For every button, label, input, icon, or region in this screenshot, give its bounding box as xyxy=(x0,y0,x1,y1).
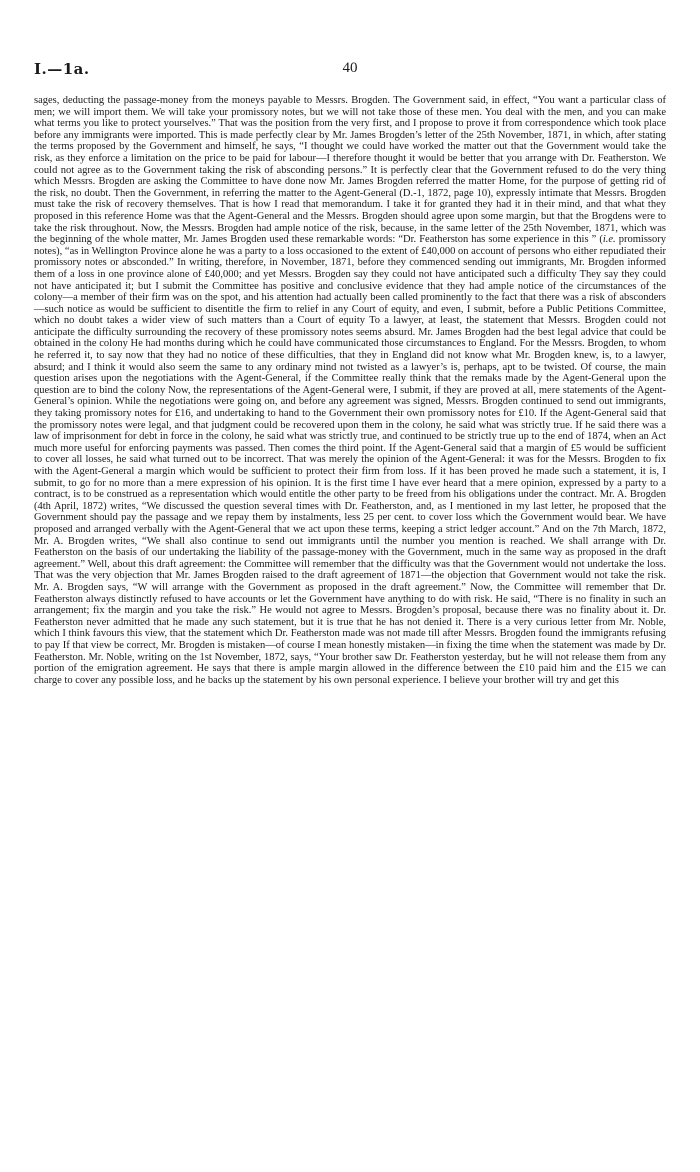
body-text-part-1: sages, deducting the passage-money from the moneys payable to Messrs. Brogden. The Government said, in effect, “You want a particular class of men; we will import them. We will take your promissory notes, but we will not take those of these men. You deal with the men, and you can make what terms you like to protect yourselves.” That was the position from the very first, and I propose to prove it from correspondence which took place before any immigrants were imported. This is made perfectly clear by Mr. James Brogden’s letter of the 25th November, 1871, in which, after stating the terms proposed by the Government and himself, he says, “I thought we could have worked the matter out that the Government would take the risk, as they enforce a limitation on the price to be paid for labour—I therefore thought it would be better that you arrange with Dr. Featherston. We could not agree as to the Government taking the risk of absconding persons.” It is perfectly clear that the Government refused to do the very thing which Messrs. Brogden are asking the Committee to have done now Mr. James Brogden referred the matter Home, for the purpose of getting rid of the risk, no doubt. Then the Government, in referring the matter to the Agent-General (D.-1, 1872, page 10), expressly intimate that Messrs. Brogden must take the risk of recovery themselves. That is how I read that memorandum. I take it for granted they had it in their mind, and that what they proposed in this reference Home was that the Agent-General and the Messrs. Brogden should agree upon some margin, but that the Brogdens were to take the risk throughout. Now, the Messrs. Brogden had ample notice of the risk, because, in the same letter of the 25th November, 1871, which was the beginning of the whole matter, Mr. James Brogden used these remarkable words: “Dr. Featherston has some experience in this ” ( xyxy=(34,95,666,246)
page-header xyxy=(34,60,666,82)
document-reference: I.—1a. xyxy=(34,60,90,78)
body-paragraph xyxy=(34,95,666,686)
page-number: 40 xyxy=(342,60,358,76)
italic-abbreviation: i.e. xyxy=(602,234,616,246)
body-text xyxy=(34,95,666,686)
body-text-part-2: promissory notes), “as in Wellington Province alone he was a party to a loss occasioned to the extent of £40,000 on account of persons who either repudiated their promissory notes or absconded.” In writing, therefore, in November, 1871, before they commenced sending out immigrants, Mr. Brogden informed them of a loss in one province alone of £40,000; and yet Messrs. Brogden say they could not have anticipated such a difficulty They say they could not have anticipated it; but I submit the Committee has positive and conclusive evidence that they had ample notice of the circumstances of the colony—a member of their firm was on the spot, and his attention had actually been called prominently to the fact that there was a risk of absconders—such notice as would be sufficient to disentitle the firm to relief in any Court of equity, and even, I submit, before a Public Petitions Committee, which no doubt takes a wider view of such matters than a Court of equity To a lawyer, at least, the statement that Messrs. Brogden could not anticipate the difficulty surrounding the recovery of these promissory notes seems absurd. Mr. James Brogden had the best legal advice that could be obtained in the colony He had months during which he could have communicated those circumstances to England. For the Messrs. Brogden, to whom he referred it, to say now that they had no notice of these difficulties, that they in England did not know what Mr. Brogden knew, is, to a lawyer, absurd; and I think it would also seem the same to any ordinary mind not twisted as a lawyer’s is, perhaps, apt to be twisted. Of course, the main question arises upon the negotiations with the Agent-General, if the Committee really think that the remaks made by the Agent-General upon the question are to bind the colony Now, the representations of the Agent-General were, I submit, if they are proved at all, mere statements of the Agent-General’s opinion. While the negotiations were going on, and before any agreement was signed, Messrs. Brogden continued to send out immigrants, they taking promissory notes for £16, and undertaking to hand to the Government their own promissory notes for £10. If the Agent-General said that the promissory notes were legal, and that judgment could be recovered upon them in the colony, he said what was strictly true. If he said there was a law of imprisonment for debt in force in the colony, he said what was strictly true, and continued to be strictly true up to the end of 1874, when an Act much more useful for enforcing payments was passed. Then comes the third point. If the Agent-General said that a margin of £5 would be sufficient to cover all losses, he said what turned out to be incorrect. That was merely the opinion of the Agent-General: it was for the Messrs. Brogden to fix with the Agent-General a margin which would be sufficient to protect their firm from loss. If it has been proved he made such a statement, it is, I submit, to go for no more than a mere expression of his opinion. It is the first time I have ever heard that a mere opinion, expressed by a party to a contract, is to be construed as a representation which would entitle the other party to be freed from his obligations under the contract. Mr. A. Brogden (4th April, 1872) writes, “We discussed the question several times with Dr. Featherston, and, as I mentioned in my last letter, he proposed that the Government should pay the passage and we repay them by instalments, less 25 per cent. to cover loss which the Government would bear. We have proposed and arranged verbally with the Agent-General that we act upon these terms, keeping a strict ledger account.” And on the 7th March, 1872, Mr. A. Brogden writes, “We shall also continue to send out immigrants until the number you mention is reached. We shall arrange with Dr. Featherston on the basis of our undertaking the liability of the passage-money with the Government, much in the same way as proposed in the draft agreement.” Well, about this draft agreement: the Committee will remember that the difficulty was that the Government would not undertake the loss. That was the very objection that Mr. James Brogden raised to the draft agreement of 1871—the objection that Government would not take the risk. Mr. A. Brogden says, “W will arrange with the Government as proposed in the draft agreement.” Now, the Committee will remember that Dr. Featherston always distinctly refused to have accounts or let the Government have anything to do with risk. He said, “There is no finality in such an arrangement; fix the margin and you take the risk.” He would not agree to Messrs. Brogden’s proposal, because there was no finality about it. Dr. Featherston never admitted that he made any such statement, but it is true that he has not denied it. There is a very curious letter from Mr. Noble, which I think favours this view, that the statement which Dr. Featherston made was not made till after Messrs. Brogden found the immigrants refusing to pay If that view be correct, Mr. Brogden is mistaken—of course I mean honestly mistaken—in fixing the time when the statement was made by Dr. Featherston. Mr. Noble, writing on the 1st November, 1872, says, “Your brother saw Dr. Featherston yesterday, but he will not release them from any portion of the emigration agreement. He says that there is ample margin allowed in the difference between the £10 paid him and the £15 we can charge to cover any possible loss, and he backs up the statement by his own personal experience. I believe your brother will try and get this xyxy=(34,234,666,686)
